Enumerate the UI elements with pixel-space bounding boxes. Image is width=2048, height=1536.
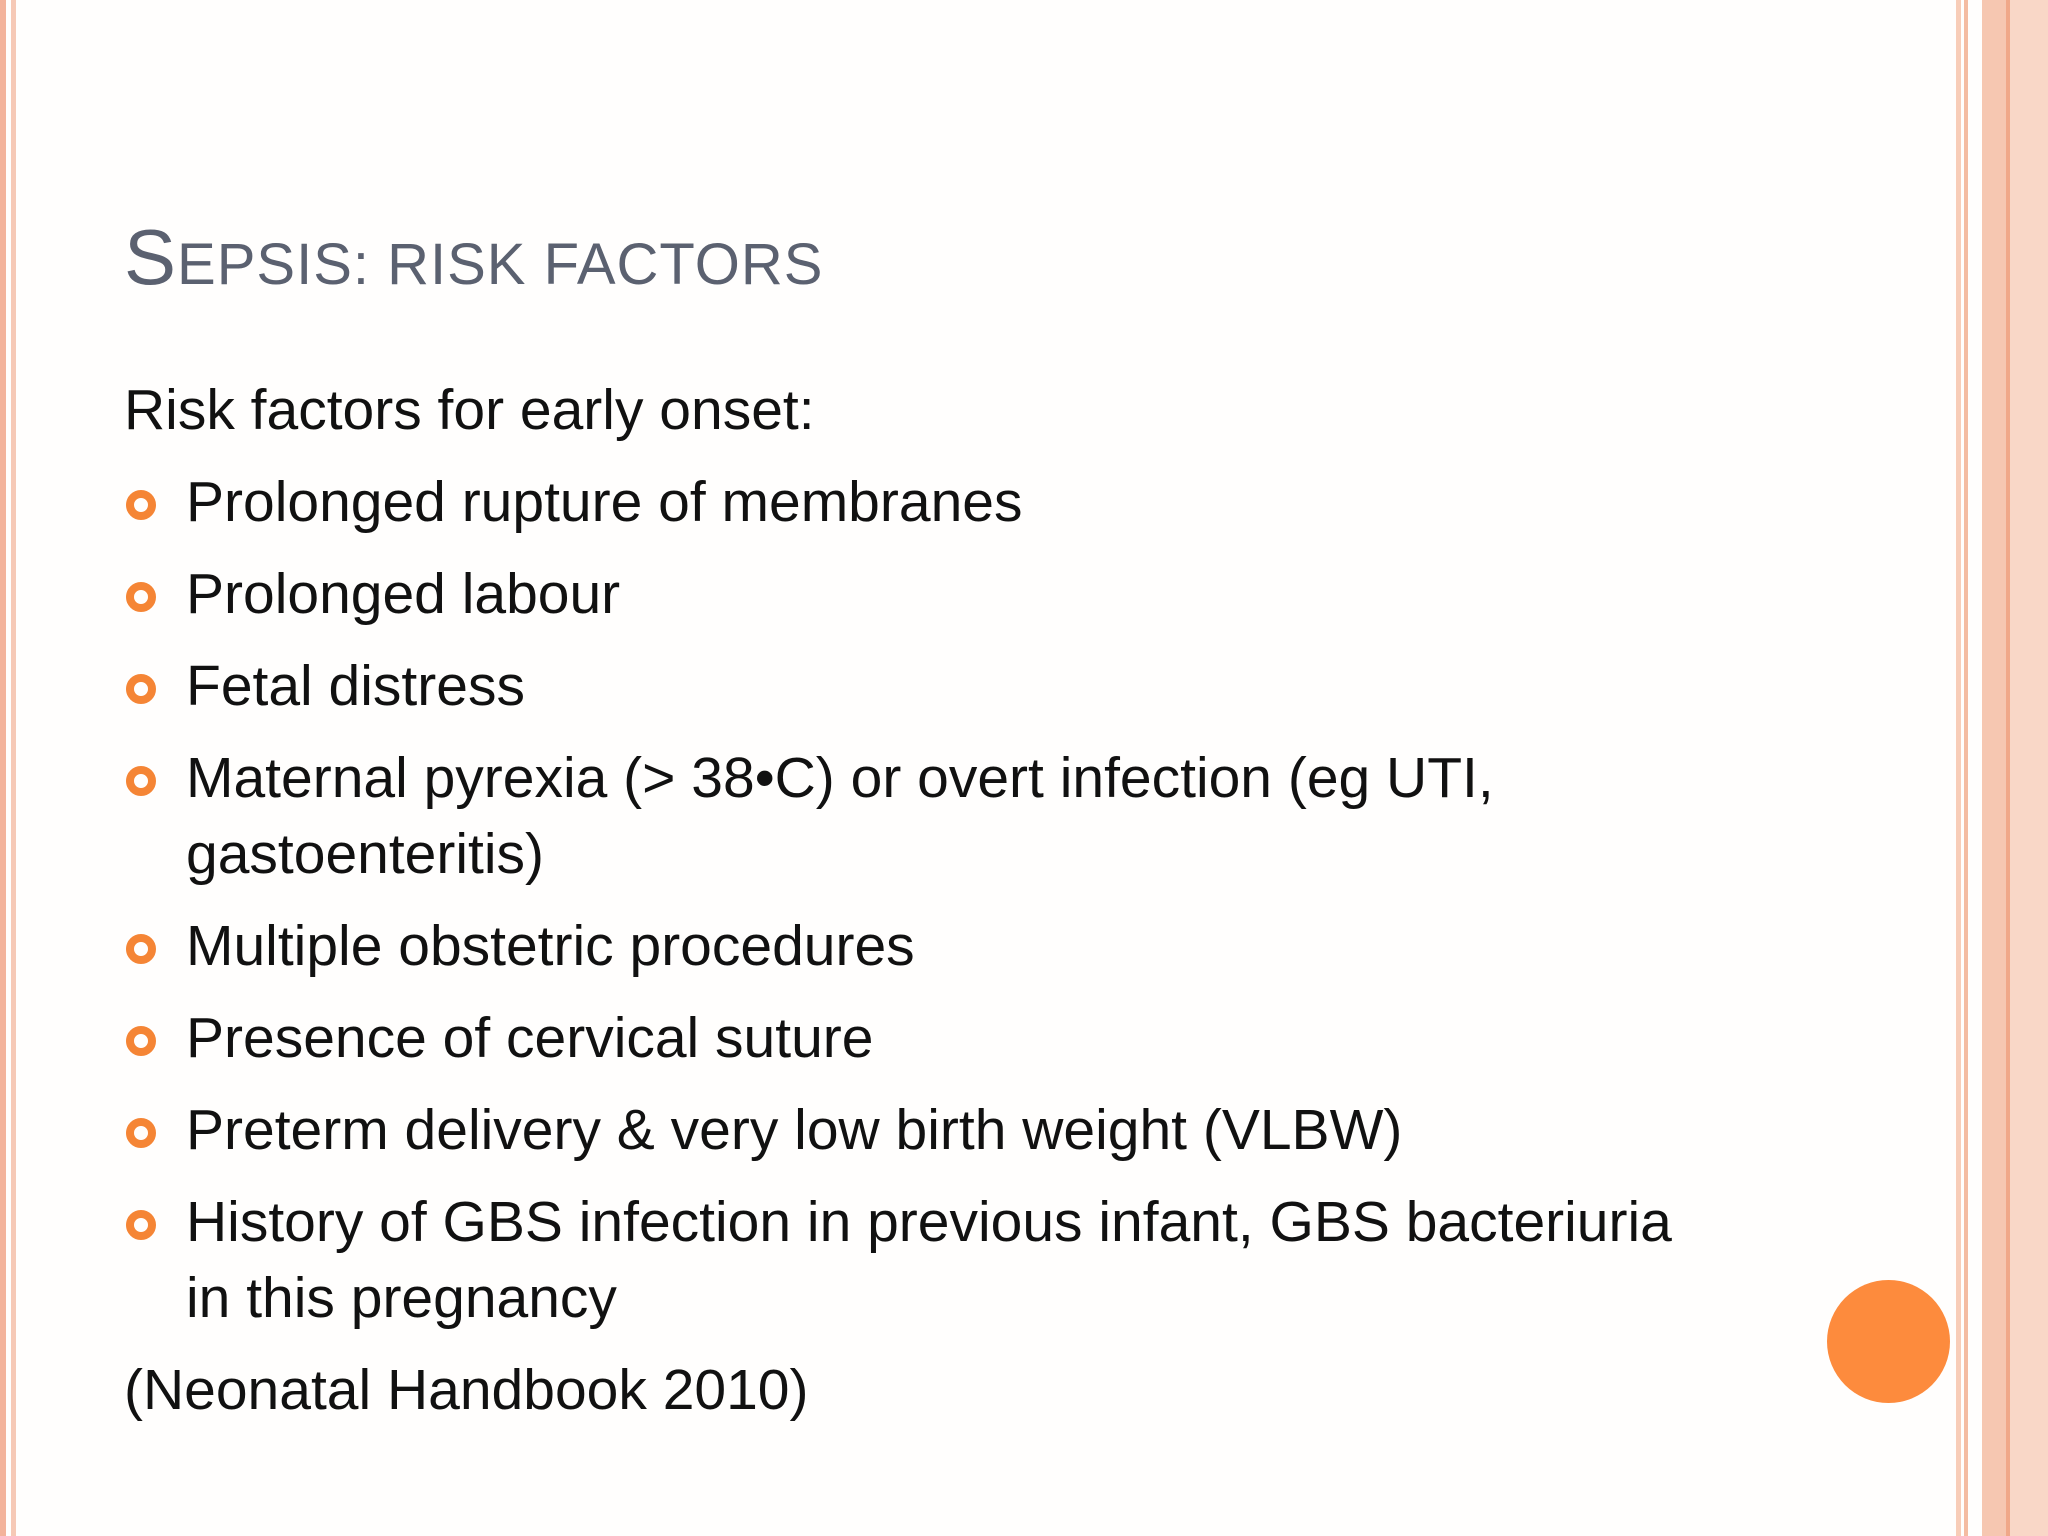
risk-factor-list xyxy=(124,464,1684,1336)
right-decor-stripe xyxy=(1956,0,1961,1536)
list-item-text: Prolonged labour xyxy=(186,562,621,626)
source-citation: (Neonatal Handbook 2010) xyxy=(124,1358,809,1422)
ring-bullet-icon xyxy=(126,766,156,796)
list-item xyxy=(124,464,1684,540)
list-item-text: Preterm delivery & very low birth weight (VLBW) xyxy=(186,1098,1403,1162)
list-item-text: Prolonged rupture of membranes xyxy=(186,470,1023,534)
ring-bullet-icon xyxy=(126,582,156,612)
ring-bullet-icon xyxy=(126,1118,156,1148)
accent-circle xyxy=(1827,1280,1950,1403)
list-item xyxy=(124,908,1684,984)
list-item-text: Multiple obstetric procedures xyxy=(186,914,915,978)
list-item xyxy=(124,740,1684,892)
ring-bullet-icon xyxy=(126,1026,156,1056)
right-decor-stripe xyxy=(1964,0,1968,1536)
left-decor-stripe xyxy=(11,0,16,1536)
right-decor-stripe xyxy=(1982,0,2006,1536)
list-item xyxy=(124,648,1684,724)
list-item xyxy=(124,1000,1684,1076)
list-item-text: Fetal distress xyxy=(186,654,525,718)
ring-bullet-icon xyxy=(126,1210,156,1240)
slide-title xyxy=(124,212,823,303)
ring-bullet-icon xyxy=(126,934,156,964)
ring-bullet-icon xyxy=(126,490,156,520)
ring-bullet-icon xyxy=(126,674,156,704)
list-item xyxy=(124,1092,1684,1168)
list-item-text: Presence of cervical suture xyxy=(186,1006,874,1070)
list-item xyxy=(124,556,1684,632)
list-item xyxy=(124,1184,1684,1336)
slide-body xyxy=(124,372,1684,1428)
title-initial: S xyxy=(124,213,178,301)
intro-text: Risk factors for early onset: xyxy=(124,378,815,442)
left-decor-stripe xyxy=(0,0,6,1536)
right-decor-stripe xyxy=(2010,0,2048,1536)
title-rest: EPSIS: RISK FACTORS xyxy=(177,232,824,297)
list-item-text: Maternal pyrexia (> 38•C) or overt infection (eg UTI, gastoenteritis) xyxy=(186,746,1494,886)
list-item-text: History of GBS infection in previous infant, GBS bacteriuria in this pregnancy xyxy=(186,1190,1672,1330)
